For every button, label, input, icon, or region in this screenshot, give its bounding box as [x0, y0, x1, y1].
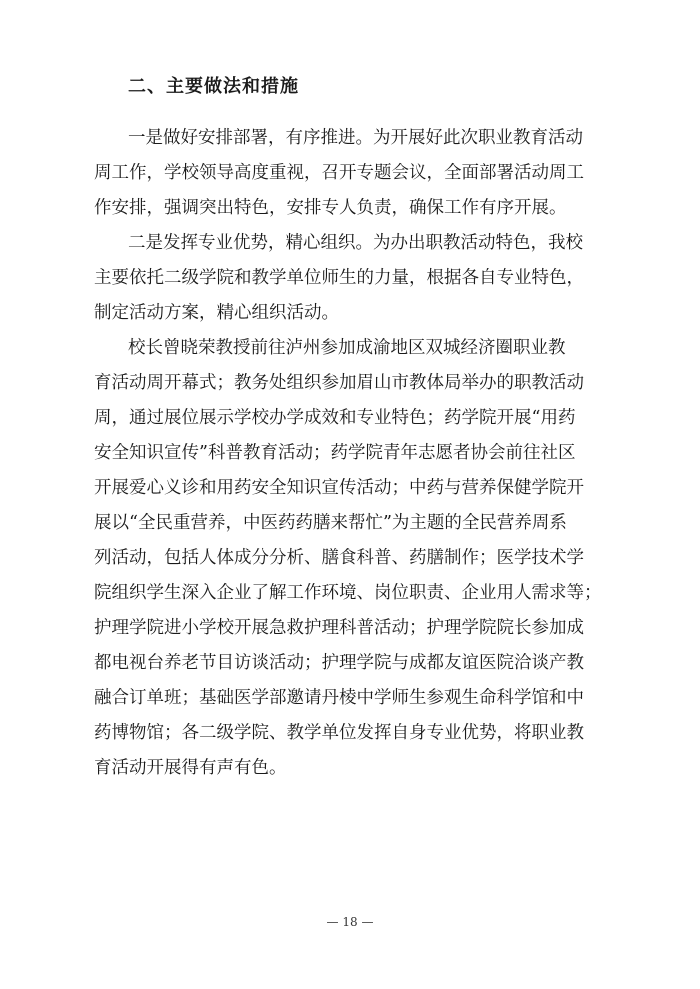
paragraph-2-line-1: 二是发挥专业优势，精心组织。为办出职教活动特色，我校	[128, 233, 583, 253]
paragraph-1-line-3: 作安排，强调突出特色，安排专人负责，确保工作有序开展。	[94, 198, 567, 218]
paragraph-3-line-13: 育活动开展得有声有色。	[94, 758, 287, 778]
paragraph-1-line-2: 周工作，学校领导高度重视，召开专题会议，全面部署活动周工	[94, 163, 584, 183]
paragraph-3-line-8: 院组织学生深入企业了解工作环境、岗位职责、企业用人需求等；	[94, 583, 602, 603]
paragraph-3-line-3: 周，通过展位展示学校办学成效和专业特色；药学院开展“用药	[94, 408, 576, 428]
paragraph-3-line-12: 药博物馆；各二级学院、教学单位发挥自身专业优势，将职业教	[94, 723, 584, 743]
paragraph-3-line-10: 都电视台养老节目访谈活动；护理学院与成都友谊医院洽谈产教	[94, 653, 584, 673]
paragraph-3-line-9: 护理学院进小学校开展急救护理科普活动；护理学院院长参加成	[94, 618, 584, 638]
paragraph-1-line-1: 一是做好安排部署，有序推进。为开展好此次职业教育活动	[128, 128, 583, 148]
paragraph-2-line-3: 制定活动方案，精心组织活动。	[94, 303, 339, 323]
paragraph-2-line-2: 主要依托二级学院和教学单位师生的力量，根据各自专业特色，	[94, 268, 584, 288]
paragraph-3-line-7: 列活动，包括人体成分分析、膳食科普、药膳制作；医学技术学	[94, 548, 584, 568]
section-heading: 二、主要做法和措施	[128, 76, 299, 97]
paragraph-3-line-1: 校长曾晓荣教授前往泸州参加成渝地区双城经济圈职业教	[128, 338, 566, 358]
paragraph-3-line-4: 安全知识宣传”科普教育活动；药学院青年志愿者协会前往社区	[94, 443, 576, 463]
paragraph-3-line-6: 展以“全民重营养，中医药药膳来帮忙”为主题的全民营养周系	[94, 513, 567, 533]
paragraph-3-line-2: 育活动周开幕式；教务处组织参加眉山市教体局举办的职教活动	[94, 373, 584, 393]
paragraph-3-line-11: 融合订单班；基础医学部邀请丹棱中学师生参观生命科学馆和中	[94, 688, 584, 708]
page-number: — 18 —	[326, 915, 374, 929]
paragraph-3-line-5: 开展爱心义诊和用药安全知识宣传活动；中药与营养保健学院开	[94, 478, 584, 498]
